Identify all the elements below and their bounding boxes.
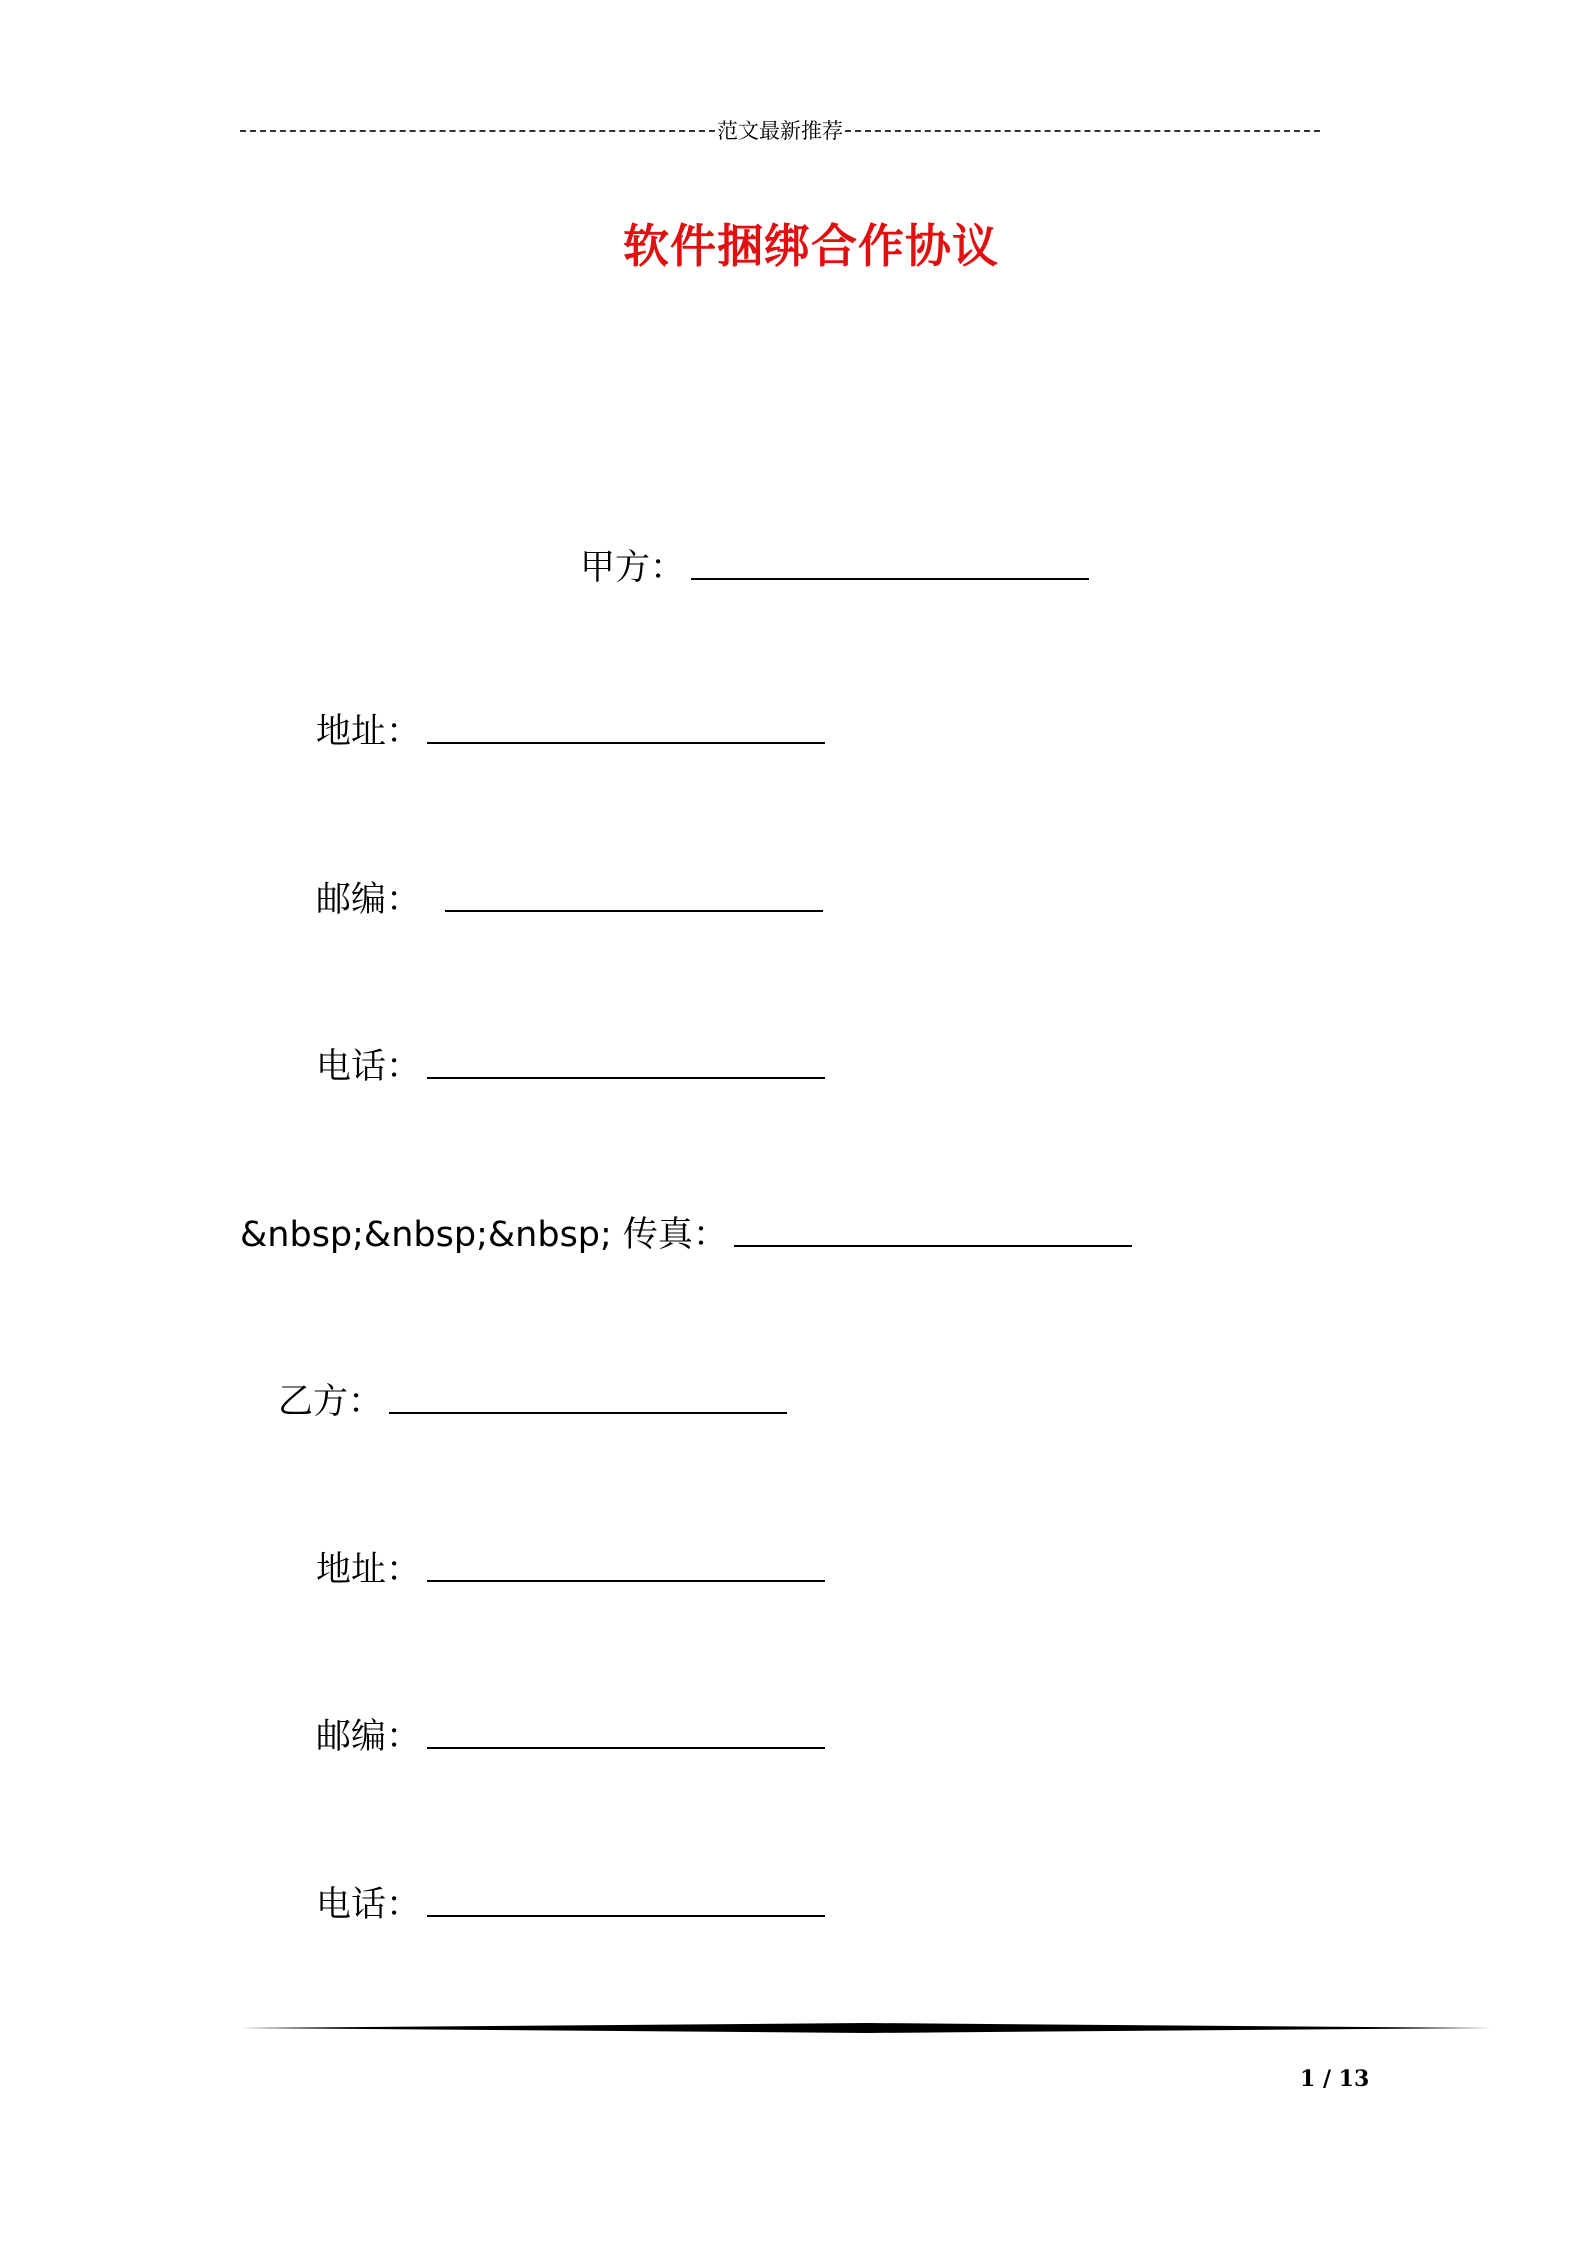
party-b-address-label: 地址： — [316, 1550, 422, 1590]
party-a-fax-label: &nbsp;&nbsp;&nbsp; 传真： — [240, 1215, 728, 1255]
party-a-postcode-blank[interactable] — [445, 910, 823, 912]
party-a-address-blank[interactable] — [427, 742, 825, 744]
party-b-name-blank[interactable] — [389, 1412, 787, 1414]
party-a-address-label: 地址： — [316, 712, 422, 752]
party-b-phone-field — [316, 1881, 825, 1929]
party-b-phone-blank[interactable] — [427, 1915, 825, 1917]
party-b-address-blank[interactable] — [427, 1580, 825, 1582]
party-b-phone-label: 电话： — [316, 1885, 422, 1925]
party-a-postcode-field — [316, 876, 823, 924]
party-a-phone-field — [316, 1043, 825, 1091]
party-b-name-field — [278, 1378, 787, 1426]
party-b-name-label: 乙方： — [278, 1382, 384, 1422]
page-number: 1 / 13 — [1300, 2066, 1370, 2092]
party-b-postcode-blank[interactable] — [427, 1747, 825, 1749]
party-a-fax-field — [240, 1211, 1132, 1259]
party-b-postcode-label: 邮编： — [316, 1717, 422, 1757]
document-title: 软件捆绑合作协议 — [623, 219, 999, 273]
party-a-phone-label: 电话： — [316, 1047, 422, 1087]
header-dash-right — [845, 130, 1320, 132]
party-a-name-field — [580, 544, 1089, 592]
party-a-postcode-label: 邮编： — [316, 880, 422, 920]
header-label: 范文最新推荐 — [717, 119, 843, 143]
party-a-name-label: 甲方： — [580, 548, 686, 588]
party-b-address-field — [316, 1546, 825, 1594]
party-a-fax-blank[interactable] — [734, 1245, 1132, 1247]
page-header — [240, 112, 1320, 148]
party-a-name-blank[interactable] — [691, 578, 1089, 580]
party-a-address-field — [316, 708, 825, 756]
header-dash-left — [240, 130, 715, 132]
party-a-phone-blank[interactable] — [427, 1077, 825, 1079]
footer-rule — [240, 2018, 1492, 2038]
party-b-postcode-field — [316, 1713, 825, 1761]
